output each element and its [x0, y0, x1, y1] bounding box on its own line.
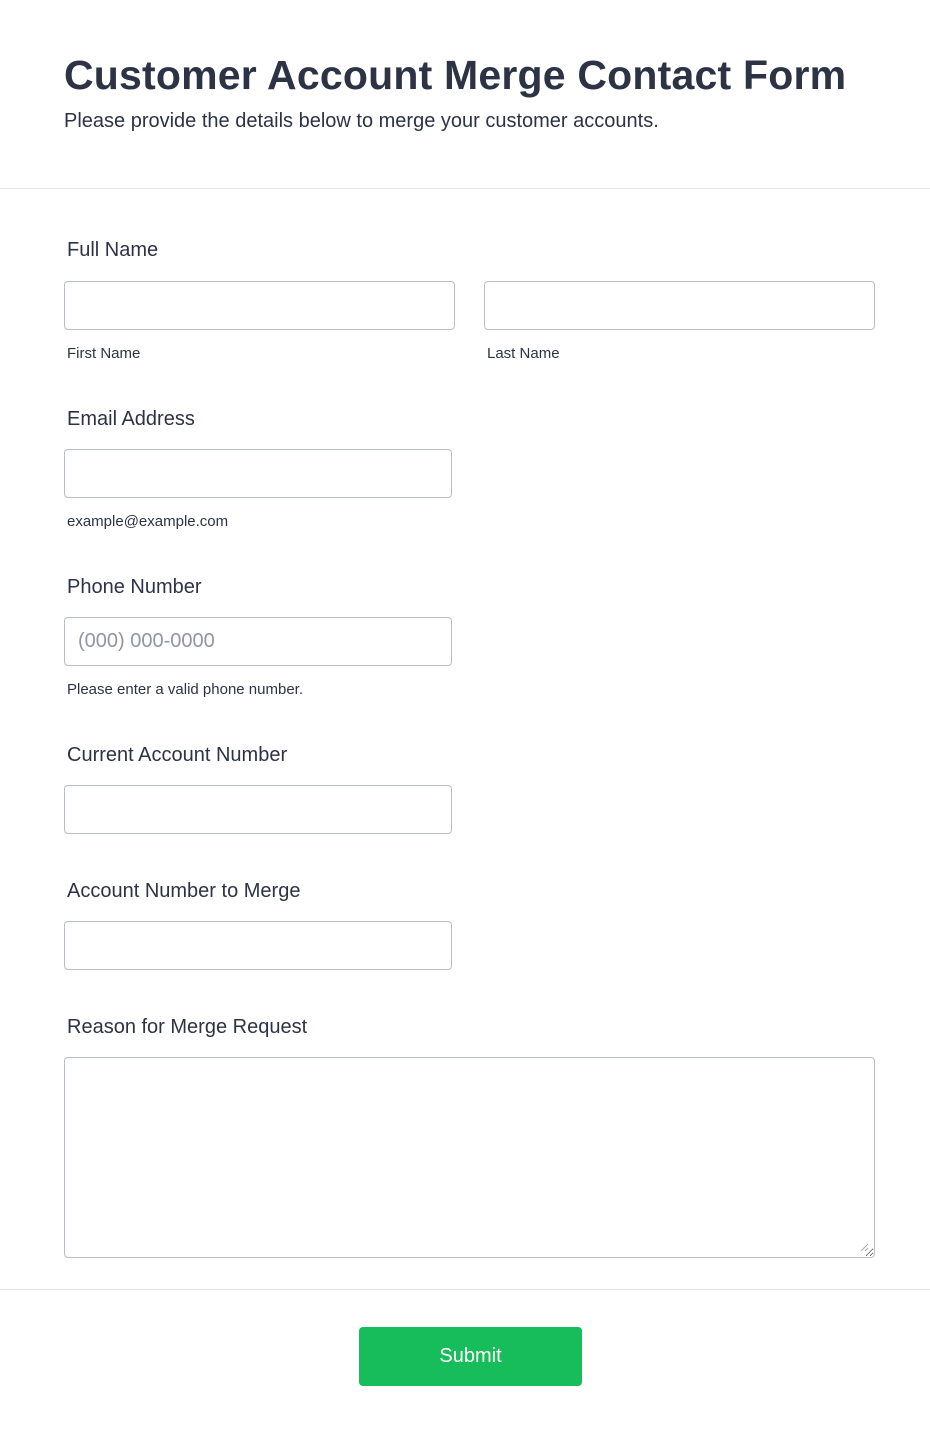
email-input[interactable]	[64, 449, 452, 498]
reason-label: Reason for Merge Request	[67, 1016, 308, 1038]
form-header	[0, 0, 930, 189]
full-name-label: Full Name	[67, 239, 159, 261]
first-name-sublabel: First Name	[67, 345, 141, 362]
phone-label: Phone Number	[67, 576, 202, 598]
form-title: Customer Account Merge Contact Form	[64, 52, 847, 98]
form-subtitle: Please provide the details below to merge your customer accounts.	[64, 110, 659, 132]
last-name-input[interactable]	[484, 281, 875, 330]
merge-account-input[interactable]	[64, 921, 452, 970]
merge-account-label: Account Number to Merge	[67, 880, 301, 902]
last-name-sublabel: Last Name	[487, 345, 560, 362]
submit-button[interactable]: Submit	[359, 1327, 582, 1386]
email-sublabel: example@example.com	[67, 513, 229, 530]
email-label: Email Address	[67, 408, 195, 430]
reason-textarea[interactable]	[64, 1057, 875, 1258]
current-account-label: Current Account Number	[67, 744, 288, 766]
first-name-input[interactable]	[64, 281, 455, 330]
current-account-input[interactable]	[64, 785, 452, 834]
phone-input[interactable]	[64, 617, 452, 666]
resize-grip-icon[interactable]	[859, 1242, 869, 1252]
phone-sublabel: Please enter a valid phone number.	[67, 681, 303, 698]
